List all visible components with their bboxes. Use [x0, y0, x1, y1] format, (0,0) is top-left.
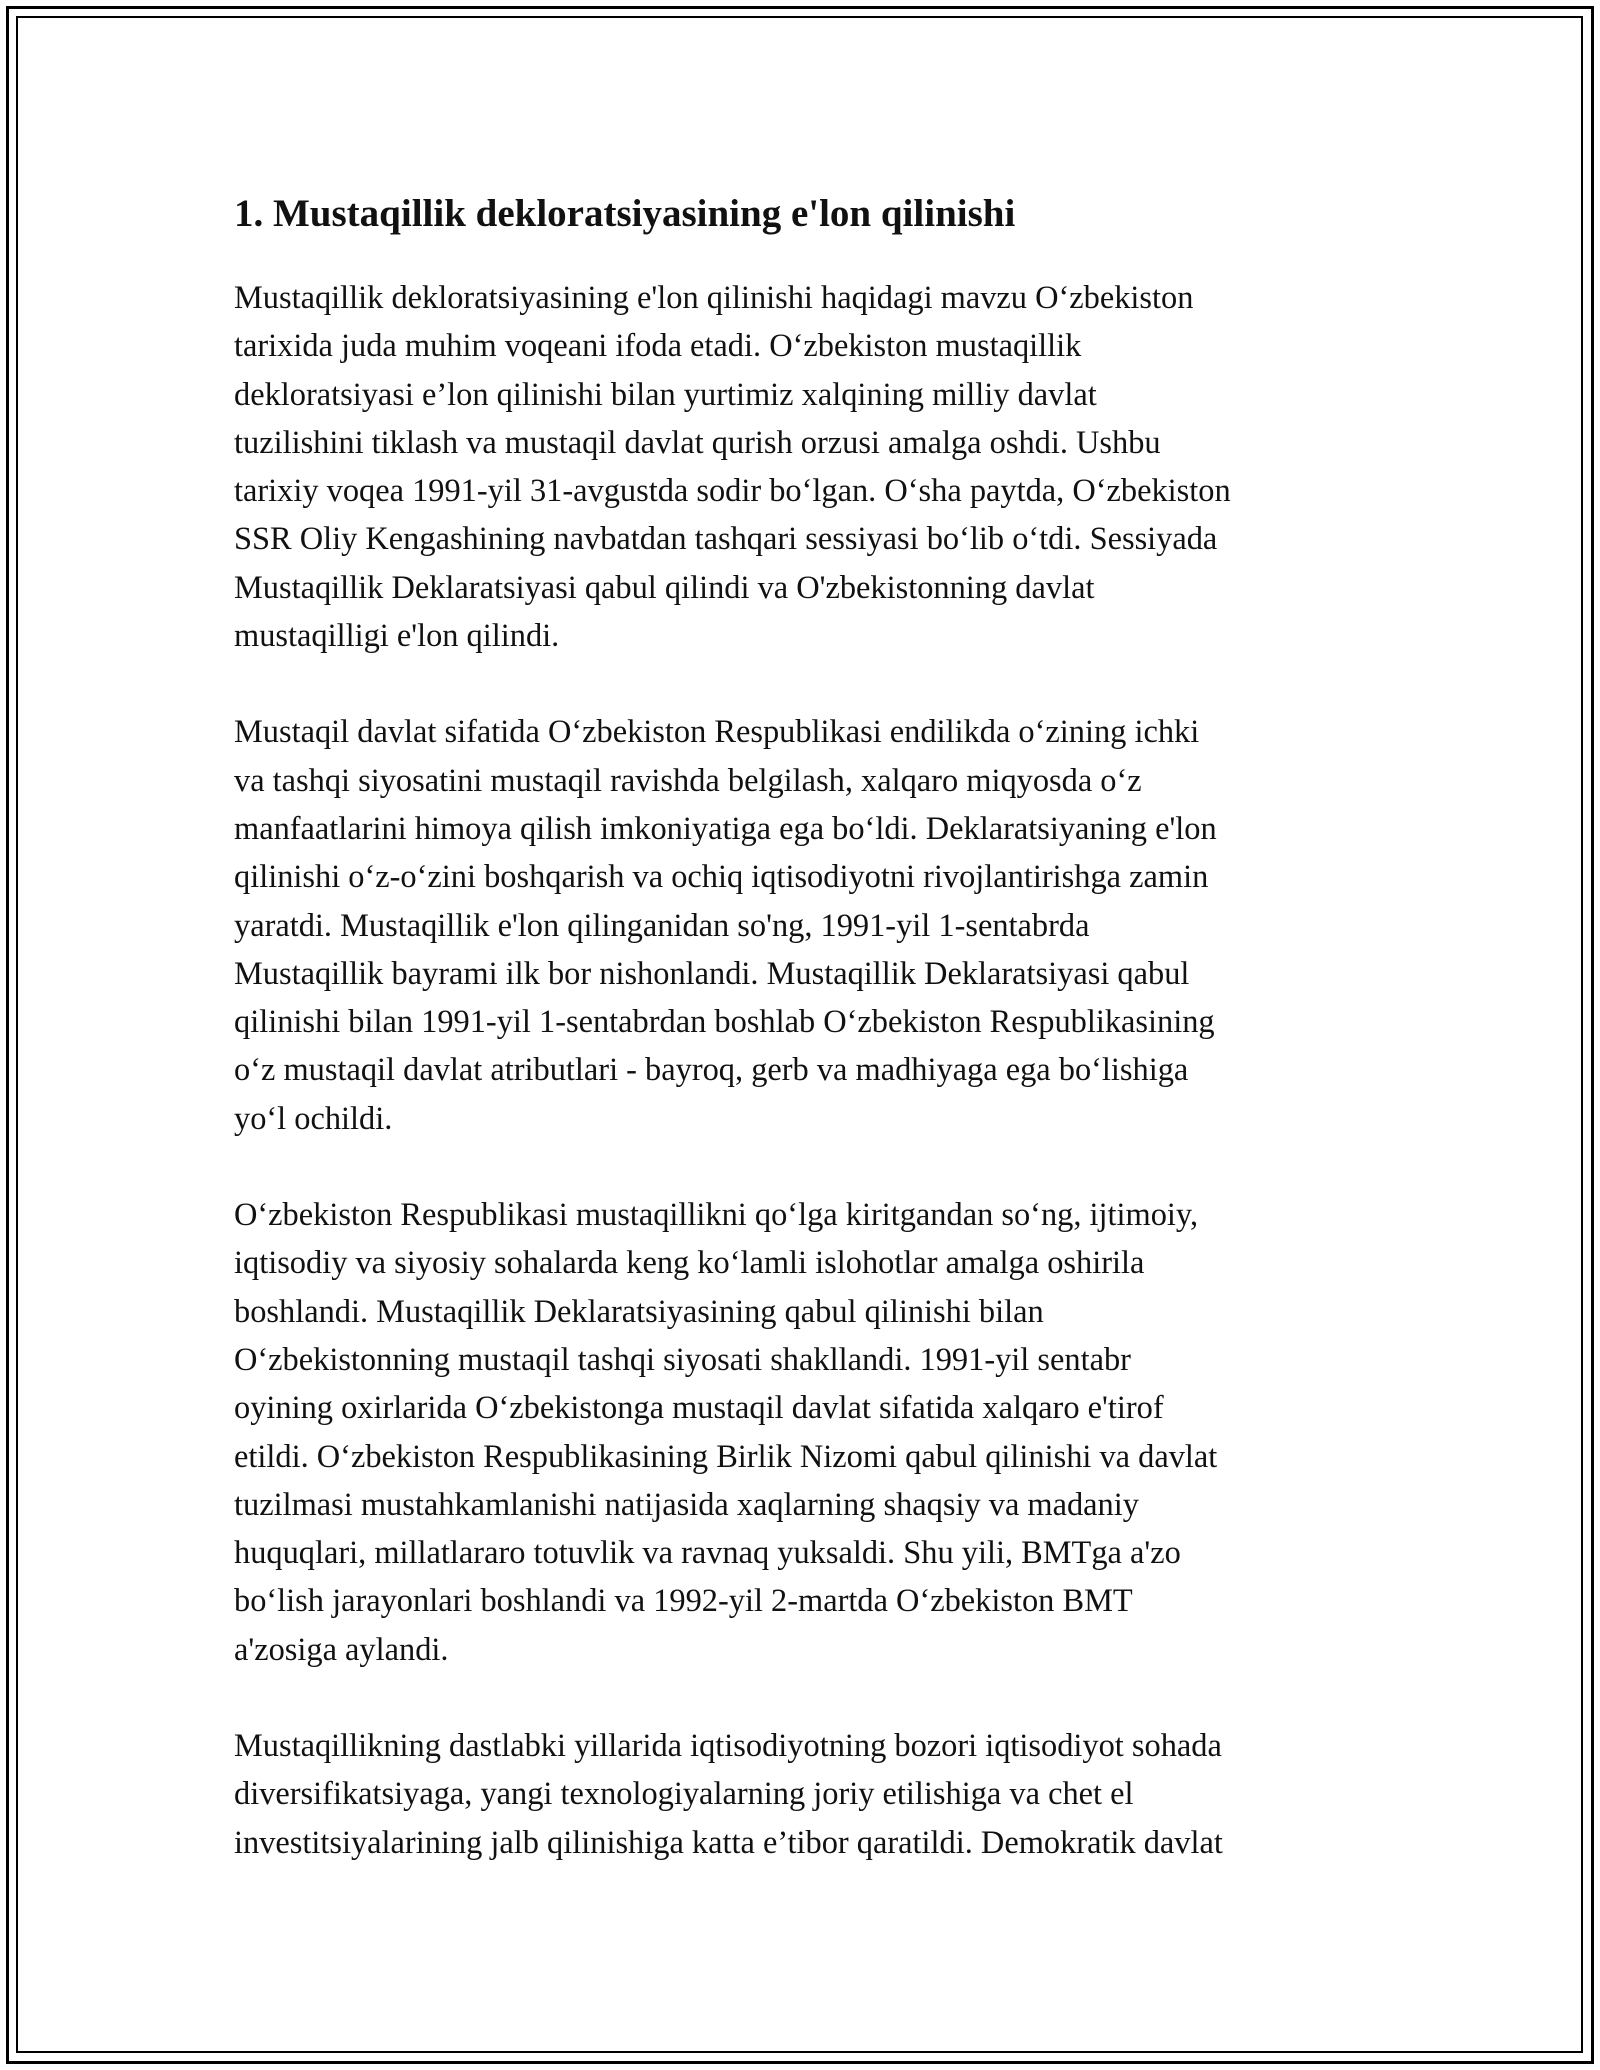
paragraph-line: mustaqilligi e'lon qilindi.	[234, 618, 560, 655]
paragraph-line: o‘z mustaqil davlat atributlari - bayroq, gerb va madhiyaga ega bo‘lishiga	[234, 1052, 1189, 1089]
paragraph-line: Mustaqillikning dastlabki yillarida iqtisodiyotning bozori iqtisodiyot sohada	[234, 1728, 1222, 1765]
document-body	[234, 274, 1384, 1867]
body-paragraph	[234, 274, 1384, 660]
paragraph-line: Mustaqillik dekloratsiyasining e'lon qilinishi haqidagi mavzu O‘zbekiston	[234, 280, 1194, 316]
paragraph-line: Mustaqil davlat sifatida O‘zbekiston Respublikasi endilikda o‘zining ichki	[234, 714, 1200, 751]
paragraph-line: Mustaqillik Deklaratsiyasi qabul qilindi va O'zbekistonning davlat	[234, 569, 1095, 606]
paragraph-line: manfaatlarini himoya qilish imkoniyatiga ega bo‘ldi. Deklaratsiyaning e'lon	[234, 810, 1217, 847]
paragraph-line: yaratdi. Mustaqillik e'lon qilinganidan so'ng, 1991-yil 1-sentabrda	[234, 907, 1090, 944]
paragraph-line: dekloratsiyasi e’lon qilinishi bilan yurtimiz xalqining milliy davlat	[234, 376, 1097, 413]
document-page	[234, 186, 1384, 1915]
paragraph-line: tuzilmasi mustahkamlanishi natijasida xaqlarning shaqsiy va madaniy	[234, 1486, 1139, 1523]
paragraph-line: bo‘lish jarayonlari boshlandi va 1992-yil 2-martda O‘zbekiston BMT	[234, 1583, 1133, 1620]
paragraph-line: qilinishi o‘z-o‘zini boshqarish va ochiq iqtisodiyotni rivojlantirishga zamin	[234, 859, 1209, 896]
section-heading: 1. Mustaqillik dekloratsiyasining e'lon qilinishi	[234, 192, 1016, 235]
paragraph-line: va tashqi siyosatini mustaqil ravishda belgilash, xalqaro miqyosda o‘z	[234, 762, 1142, 799]
paragraph-line: yo‘l ochildi.	[234, 1100, 393, 1137]
paragraph-line: O‘zbekiston Respublikasi mustaqillikni qo‘lga kiritgandan so‘ng, ijtimoiy,	[234, 1197, 1199, 1234]
paragraph-line: a'zosiga aylandi.	[234, 1631, 449, 1668]
paragraph-line: investitsiyalarining jalb qilinishiga katta e’tibor qaratildi. Demokratik davlat	[234, 1824, 1223, 1861]
paragraph-line: oyining oxirlarida O‘zbekistonga mustaqil davlat sifatida xalqaro e'tirof	[234, 1390, 1164, 1427]
paragraph-line: diversifikatsiyaga, yangi texnologiyalarning joriy etilishiga va chet el	[234, 1776, 1134, 1813]
paragraph-line: iqtisodiy va siyosiy sohalarda keng ko‘lamli islohotlar amalga oshirila	[234, 1245, 1145, 1282]
paragraph-line: qilinishi bilan 1991-yil 1-sentabrdan boshlab O‘zbekiston Respublikasining	[234, 1004, 1215, 1041]
paragraph-line: O‘zbekistonning mustaqil tashqi siyosati shakllandi. 1991-yil sentabr	[234, 1341, 1131, 1378]
paragraph-line: SSR Oliy Kengashining navbatdan tashqari sessiyasi bo‘lib o‘tdi. Sessiyada	[234, 521, 1218, 558]
paragraph-line: tarixiy voqea 1991-yil 31-avgustda sodir bo‘lgan. O‘sha paytda, O‘zbekiston	[234, 473, 1231, 510]
paragraph-line: boshlandi. Mustaqillik Deklaratsiyasining qabul qilinishi bilan	[234, 1293, 1044, 1330]
paragraph-line: huquqlari, millatlararo totuvlik va ravnaq yuksaldi. Shu yili, BMTga a'zo	[234, 1535, 1181, 1572]
paragraph-line: Mustaqillik bayrami ilk bor nishonlandi. Mustaqillik Deklaratsiyasi qabul	[234, 955, 1190, 992]
body-paragraph	[234, 708, 1384, 1143]
body-paragraph	[234, 1722, 1384, 1867]
paragraph-line: tuzilishini tiklash va mustaqil davlat qurish orzusi amalga oshdi. Ushbu	[234, 424, 1161, 461]
body-paragraph	[234, 1191, 1384, 1674]
paragraph-line: etildi. O‘zbekiston Respublikasining Birlik Nizomi qabul qilinishi va davlat	[234, 1438, 1218, 1475]
paragraph-line: tarixida juda muhim voqeani ifoda etadi. O‘zbekiston mustaqillik	[234, 328, 1082, 365]
